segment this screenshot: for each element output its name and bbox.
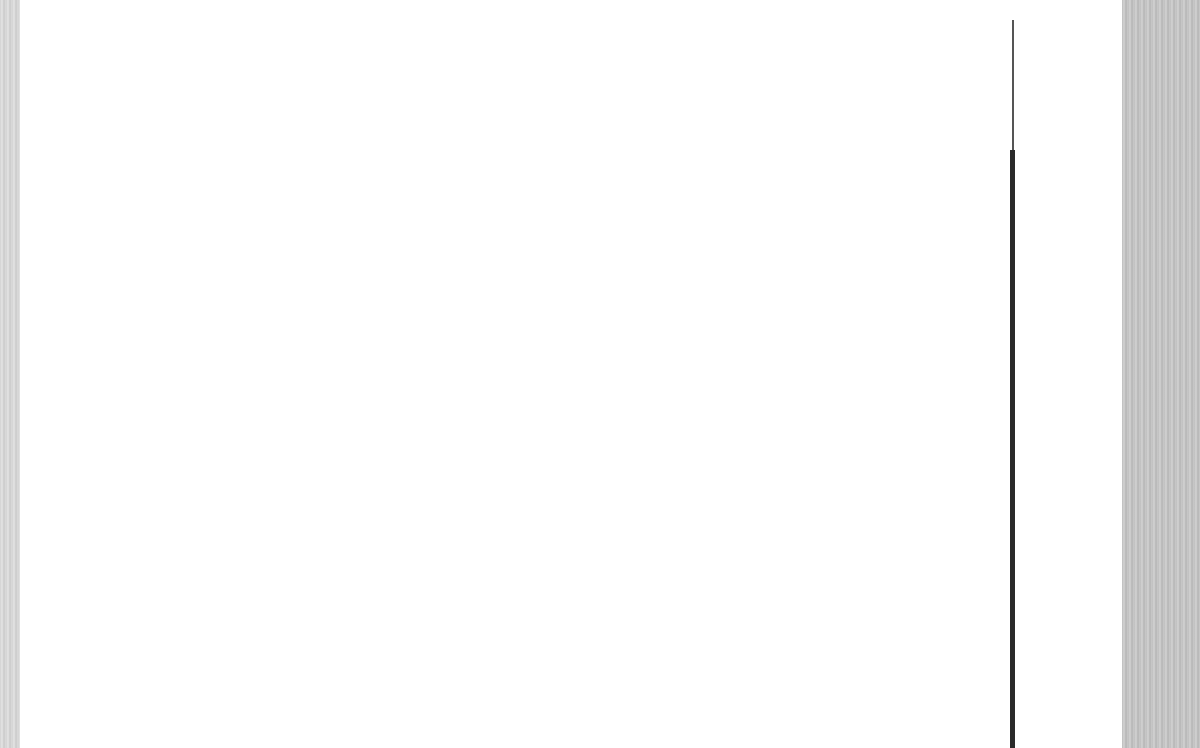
scan-edge-left xyxy=(0,0,20,748)
page-gutter-top xyxy=(1012,20,1014,150)
audiogram-figure xyxy=(350,462,910,674)
body-text xyxy=(322,260,942,266)
page-gutter xyxy=(1010,150,1015,748)
scan-edge-right xyxy=(1122,0,1200,748)
